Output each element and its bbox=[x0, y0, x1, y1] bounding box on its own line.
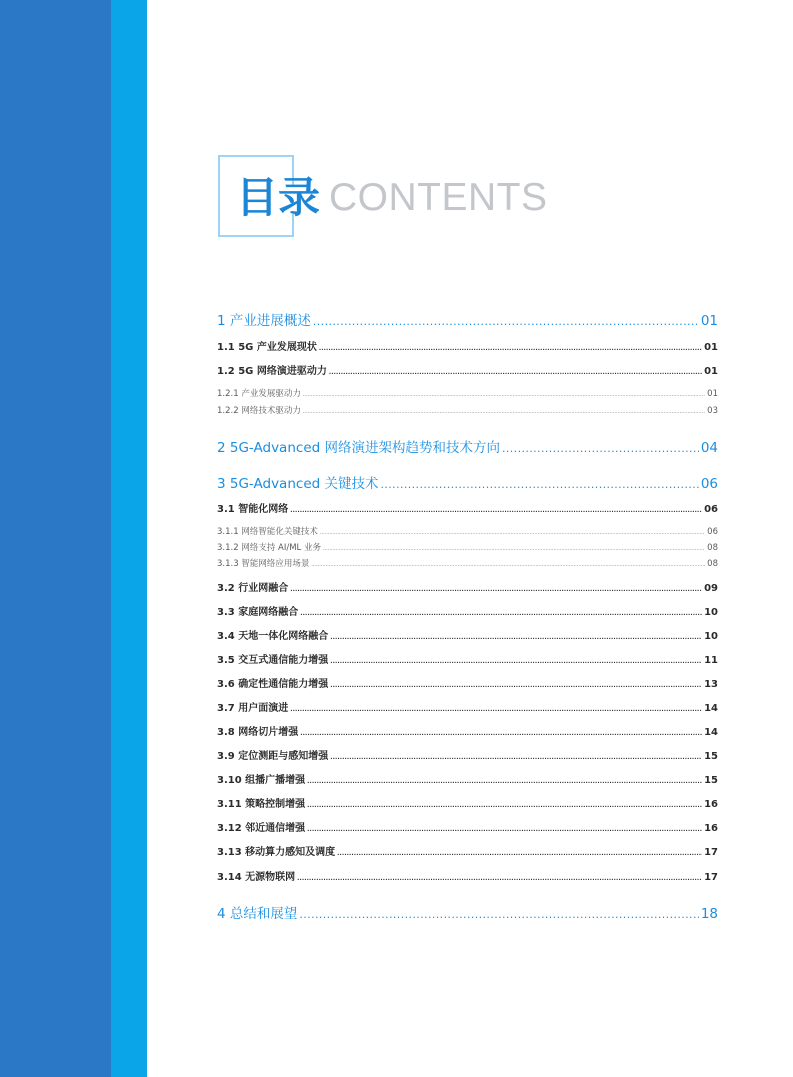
toc-leader-dots bbox=[330, 629, 702, 645]
toc-entry-level2[interactable] bbox=[217, 629, 718, 644]
toc-entry-label: 3.1.1 网络智能化关键技术 bbox=[217, 527, 318, 537]
toc-entry-level2[interactable] bbox=[217, 797, 718, 812]
toc-entry-label: 3.7 用户面演进 bbox=[217, 703, 289, 714]
toc-page-number: 09 bbox=[704, 583, 718, 594]
toc-page-number: 10 bbox=[704, 607, 718, 618]
toc-leader-dots bbox=[290, 701, 702, 717]
toc-page-number: 17 bbox=[704, 847, 718, 858]
toc-entry-label: 1.2 5G 网络演进驱动力 bbox=[217, 366, 327, 377]
toc-entry-label: 3.13 移动算力感知及调度 bbox=[217, 847, 336, 858]
toc-page-number: 17 bbox=[704, 872, 718, 883]
toc-page-number: 06 bbox=[707, 527, 718, 537]
toc-entry-level2[interactable] bbox=[217, 677, 718, 692]
toc-page-number: 01 bbox=[704, 366, 718, 377]
toc-leader-dots bbox=[307, 773, 702, 789]
toc-page-number: 16 bbox=[704, 823, 718, 834]
toc-leader-dots bbox=[319, 340, 702, 356]
toc-page-number: 01 bbox=[700, 313, 718, 329]
toc-page-number: 16 bbox=[704, 799, 718, 810]
toc-entry-level2[interactable] bbox=[217, 364, 718, 379]
toc-entry-level1[interactable] bbox=[217, 438, 718, 458]
toc-leader-dots bbox=[502, 438, 699, 459]
toc-entry-label: 3.1 智能化网络 bbox=[217, 504, 289, 515]
toc-page-number: 10 bbox=[704, 631, 718, 642]
toc-entry-label: 1.2.2 网络技术驱动力 bbox=[217, 406, 301, 416]
toc-entry-level2[interactable] bbox=[217, 653, 718, 668]
toc-entry-level1[interactable] bbox=[217, 311, 718, 331]
toc-entry-label: 4 总结和展望 bbox=[217, 906, 298, 922]
toc-entry-label: 3.10 组播广播增强 bbox=[217, 775, 306, 786]
toc-leader-dots bbox=[337, 845, 702, 861]
toc-entry-label: 2 5G-Advanced 网络演进架构趋势和技术方向 bbox=[217, 440, 500, 456]
toc-entry-label: 3.6 确定性通信能力增强 bbox=[217, 679, 329, 690]
toc-entry-label: 3.8 网络切片增强 bbox=[217, 727, 299, 738]
toc-leader-dots bbox=[297, 870, 702, 886]
toc-entry-level2[interactable] bbox=[217, 749, 718, 764]
toc-entry-label: 1.1 5G 产业发展现状 bbox=[217, 342, 317, 353]
toc-entry-label: 3.11 策略控制增强 bbox=[217, 799, 306, 810]
toc-entry-label: 3.9 定位测距与感知增强 bbox=[217, 751, 329, 762]
toc-entry-level2[interactable] bbox=[217, 502, 718, 517]
toc-page-number: 01 bbox=[707, 389, 718, 399]
toc-entry-level1[interactable] bbox=[217, 474, 718, 494]
toc-leader-dots bbox=[330, 677, 702, 693]
toc-page-number: 06 bbox=[700, 476, 718, 492]
toc-page-number: 14 bbox=[704, 703, 718, 714]
toc-leader-dots bbox=[303, 388, 705, 401]
toc-leader-dots bbox=[307, 797, 702, 813]
toc-entry-label: 3.2 行业网融合 bbox=[217, 583, 289, 594]
toc-leader-dots bbox=[290, 581, 702, 597]
toc-page-number: 01 bbox=[704, 342, 718, 353]
toc-entry-level2[interactable] bbox=[217, 605, 718, 620]
toc-leader-dots bbox=[303, 405, 705, 418]
toc-leader-dots bbox=[307, 821, 702, 837]
toc-entry-level3[interactable] bbox=[217, 526, 718, 538]
toc-entry-level2[interactable] bbox=[217, 773, 718, 788]
toc-page-number: 03 bbox=[707, 406, 718, 416]
toc-entry-label: 1 产业进展概述 bbox=[217, 313, 311, 329]
toc-leader-dots bbox=[300, 725, 702, 741]
toc-entry-level3[interactable] bbox=[217, 558, 718, 570]
toc-entry-level2[interactable] bbox=[217, 845, 718, 860]
toc-leader-dots bbox=[330, 653, 702, 669]
toc-entry-level2[interactable] bbox=[217, 701, 718, 716]
toc-entry-label: 3.1.2 网络支持 AI/ML 业务 bbox=[217, 543, 321, 553]
toc-leader-dots bbox=[313, 311, 699, 332]
toc-entry-label: 3.4 天地一体化网络融合 bbox=[217, 631, 329, 642]
toc-leader-dots bbox=[323, 542, 705, 555]
toc-page-number: 11 bbox=[704, 655, 718, 666]
toc-entry-label: 1.2.1 产业发展驱动力 bbox=[217, 389, 301, 399]
toc-leader-dots bbox=[299, 904, 698, 925]
page-title-cn: 目录 bbox=[236, 173, 321, 222]
toc-page-number: 08 bbox=[707, 559, 718, 569]
toc-entry-level2[interactable] bbox=[217, 821, 718, 836]
toc-entry-level1[interactable] bbox=[217, 904, 718, 924]
toc-entry-level2[interactable] bbox=[217, 870, 718, 885]
toc-entry-level3[interactable] bbox=[217, 542, 718, 554]
toc-page-number: 08 bbox=[707, 543, 718, 553]
toc-entry-level3[interactable] bbox=[217, 405, 718, 417]
toc-page-number: 13 bbox=[704, 679, 718, 690]
left-band-light bbox=[111, 0, 147, 1077]
toc-leader-dots bbox=[320, 526, 705, 539]
toc-page-number: 04 bbox=[700, 440, 718, 456]
toc-entry-label: 3.1.3 智能网络应用场景 bbox=[217, 559, 310, 569]
toc-entry-level2[interactable] bbox=[217, 581, 718, 596]
toc-page-number: 06 bbox=[704, 504, 718, 515]
toc-entry-label: 3.14 无源物联网 bbox=[217, 872, 296, 883]
toc-page-number: 15 bbox=[704, 775, 718, 786]
toc-page-number: 15 bbox=[704, 751, 718, 762]
toc-leader-dots bbox=[311, 558, 705, 571]
toc-entry-label: 3.5 交互式通信能力增强 bbox=[217, 655, 329, 666]
toc-page-number: 14 bbox=[704, 727, 718, 738]
toc-leader-dots bbox=[330, 749, 702, 765]
toc-leader-dots bbox=[380, 474, 698, 495]
toc-entry-label: 3.3 家庭网络融合 bbox=[217, 607, 299, 618]
toc-entry-level2[interactable] bbox=[217, 725, 718, 740]
toc-entry-label: 3.12 邻近通信增强 bbox=[217, 823, 306, 834]
toc-entry-level2[interactable] bbox=[217, 340, 718, 355]
left-band-dark bbox=[0, 0, 111, 1077]
page-title-en: CONTENTS bbox=[329, 176, 548, 219]
toc-page-number: 18 bbox=[700, 906, 718, 922]
toc-entry-label: 3 5G-Advanced 关键技术 bbox=[217, 476, 379, 492]
toc-leader-dots bbox=[329, 364, 702, 380]
toc-entry-level3[interactable] bbox=[217, 388, 718, 400]
toc-leader-dots bbox=[300, 605, 702, 621]
toc-leader-dots bbox=[290, 502, 702, 518]
